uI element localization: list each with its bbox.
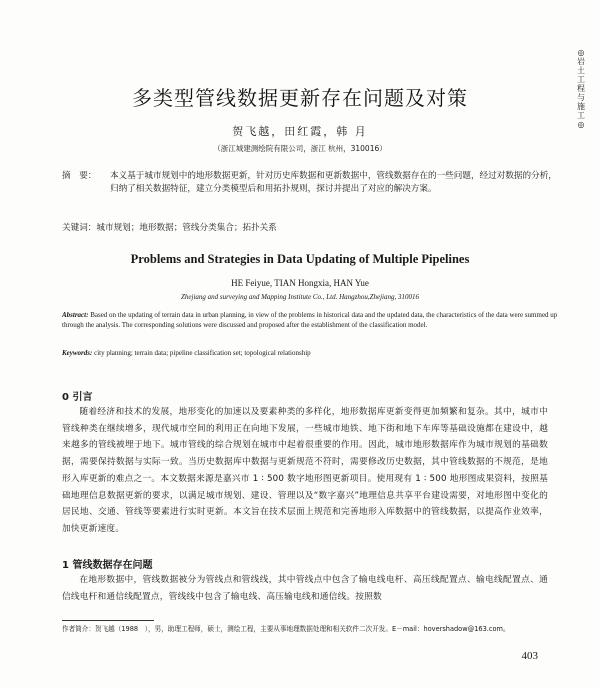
section-heading-problems: 1 管线数据存在问题 — [62, 560, 153, 571]
paragraph-problems: 在地形数据中，管线数据被分为管线点和管线线，其中管线点中包含了输电线电杆、高压线配置点、输电线配置点、通信线电杆和通信线配置点，管线线中包含了输电线、高压输电线和通信线。按照数 — [62, 575, 548, 602]
paper-title-chinese: 多类型管线数据更新存在问题及对策 — [132, 86, 468, 110]
margin-tag-char: 土 — [577, 66, 585, 75]
margin-tag-char: ◎ — [577, 120, 585, 129]
journal-margin-tag — [574, 48, 588, 129]
abstract-text-chinese: 本义基于城市规划中的地形数据更新，针对历史库数据和更新数据中，管线数据存在的一些问题，经过对数据的分析，归纳了相关数据特征，建立分类模型后和用拓扑规则，探讨并提出了对应的解决方案。 — [110, 171, 557, 194]
abstract-english — [62, 311, 562, 330]
affiliation-english: Zhejiang and surveying and Mapping Institute Co., Ltd. Hangzhou,Zhejiang, 310016 — [181, 293, 419, 301]
affiliation-chinese: （浙江城建测绘院有限公司，浙江 杭州，310016） — [213, 144, 387, 153]
keywords-english — [62, 349, 562, 357]
keywords-label-english: Keywords: — [62, 349, 93, 357]
authors-chinese: 贺飞越，田红霞，韩 月 — [232, 125, 368, 138]
margin-tag-char: 程 — [577, 84, 585, 93]
abstract-label-english: Abstract: — [62, 311, 89, 319]
paragraph-introduction: 随着经济和技术的发展，地形变化的加速以及要素种类的多样化，地形数据库更新变得更加频繁和复杂。其中，城市中管线种类在继续增多，现代城市空间的利用正在向地下发展，一些城市地铁、地下街和地下车库等基础设施都在建设中，越来越多的管线被埋于地下。城市管线的综合规划在城市中起着很重要的作用。因此，城市地形数据库作为城市规划的基础数据，需要保持数据与实际一致。当历史数据库中数据与更新规范不符时，需要修改历史数据，其中管线数据的不规范，是地形入库更新的难点之一。本文数据来源是嘉兴市 1 ∶ 500 数字地形图更新项目。使用现有 1 ∶ 500 地形图成果资料，按照基础地理信息数据更新的要求，以满足城市规划、建设、管理以及“数字嘉兴”地理信息共享平台建设需要，对地形图中变化的居民地、交通、管线等要素进行实时更新。本文旨在技术层面上规范和完善地形入库数据中的管线数据，以提高作业效率，加快更新速度。 — [62, 407, 548, 534]
margin-tag-char: 施 — [577, 102, 585, 111]
section-heading-introduction: 0 引言 — [62, 392, 93, 403]
keywords-text-english: city planning; terrain data; pipeline classification set; topological relationship — [94, 349, 311, 357]
authors-english: HE Feiyue, TIAN Hongxia, HAN Yue — [231, 278, 369, 288]
keywords-text-chinese: 城市规划；地形数据；管线分类集合；拓扑关系 — [96, 223, 277, 233]
keywords-chinese — [62, 221, 562, 233]
page-number: 403 — [521, 650, 538, 662]
abstract-text-english: Based on the updating of terrain data in urban planning, in view of the problems in historical data and the updated data, the characteristics of the data were summed up through the analysis. The corresponding solutions were discussed and proposed after the establishment of the classification model. — [62, 311, 558, 329]
margin-tag-char: 岩 — [577, 57, 585, 66]
footnote-divider — [62, 620, 154, 621]
abstract-chinese — [62, 170, 562, 195]
paper-title-english: Problems and Strategies in Data Updating of Multiple Pipelines — [130, 252, 470, 266]
margin-tag-char: 与 — [577, 93, 585, 102]
keywords-label-chinese: 关键词： — [62, 223, 97, 233]
margin-tag-char: 工 — [577, 111, 585, 120]
author-footnote: 作者简介：贺飞越（1988 ），男，助理工程师，硕士，测绘工程，主要从事地理数据处理和相关软件二次开发。E－mail：hovershadow@163.com。 — [62, 625, 510, 633]
abstract-label-chinese: 摘 要： — [62, 171, 97, 181]
margin-tag-char: ◎ — [577, 48, 585, 57]
margin-tag-char: 工 — [577, 75, 585, 84]
